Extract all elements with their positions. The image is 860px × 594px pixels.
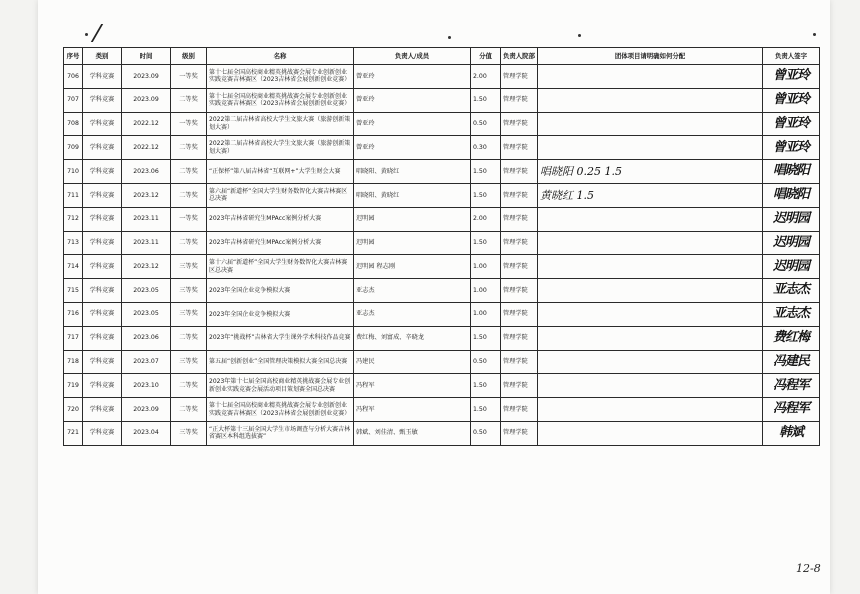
row-college: 管理学院 [501,65,538,89]
row-time: 2023.05 [122,279,171,303]
row-score: 1.50 [471,160,501,184]
row-time: 2022.12 [122,112,171,136]
scan-speck [85,33,88,36]
row-score: 0.50 [471,112,501,136]
row-college: 管理学院 [501,374,538,398]
row-time: 2023.09 [122,88,171,112]
header-level: 级别 [171,48,207,65]
row-college: 管理学院 [501,88,538,112]
row-signature: 迟明园 [763,231,820,255]
row-name: “正大杯第十三届全国大学生市场调查与分析大赛吉林省赛区本科组选拔赛” [207,421,354,445]
table-row [64,183,820,207]
row-college: 管理学院 [501,160,538,184]
row-no: 710 [64,160,83,184]
row-level: 三等奖 [171,279,207,303]
row-members: 迟明园 程志刚 [354,255,471,279]
row-signature: 唱晓阳 [763,183,820,207]
row-time: 2023.06 [122,326,171,350]
row-no: 716 [64,302,83,326]
table-row [64,350,820,374]
row-no: 707 [64,88,83,112]
row-category: 学科竞赛 [83,350,122,374]
table-row [64,374,820,398]
table-row [64,160,820,184]
row-distribution [538,398,763,422]
row-score: 0.50 [471,421,501,445]
row-members: 亚志杰 [354,302,471,326]
row-signature: 迟明园 [763,255,820,279]
row-level: 二等奖 [171,231,207,255]
row-college: 管理学院 [501,112,538,136]
row-name: 2022第二届吉林省高校大学生文旅大赛（旅游创新策划大赛） [207,112,354,136]
row-members: 迟明园 [354,207,471,231]
row-members: 冯程军 [354,398,471,422]
row-no: 714 [64,255,83,279]
table-header-row [64,48,820,65]
row-signature: 亚志杰 [763,302,820,326]
row-category: 学科竞赛 [83,302,122,326]
header-name: 名称 [207,48,354,65]
award-ledger-table [63,47,820,446]
row-name: “正保杯”第八届吉林省“互联网+”大学生财会大赛 [207,160,354,184]
row-distribution [538,302,763,326]
row-distribution [538,136,763,160]
row-members: 曾亚玲 [354,136,471,160]
row-score: 2.00 [471,65,501,89]
row-no: 706 [64,65,83,89]
row-score: 1.50 [471,326,501,350]
row-college: 管理学院 [501,398,538,422]
row-no: 721 [64,421,83,445]
row-signature: 亚志杰 [763,279,820,303]
header-category: 类别 [83,48,122,65]
fold-mark [91,24,117,42]
row-name: 第十七届全国高校商业精英挑战赛会展专业创新创业实践竞赛吉林赛区（2023吉林省会展创新创业竞赛） [207,88,354,112]
row-signature: 唱晓阳 [763,160,820,184]
row-no: 708 [64,112,83,136]
row-college: 管理学院 [501,136,538,160]
row-category: 学科竞赛 [83,255,122,279]
row-college: 管理学院 [501,421,538,445]
row-distribution [538,207,763,231]
scan-speck [813,33,816,36]
row-name: 2023年吉林省研究生MPAcc案例分析大赛 [207,207,354,231]
row-level: 二等奖 [171,374,207,398]
scan-speck [448,36,451,39]
row-level: 一等奖 [171,65,207,89]
header-college: 负责人院部 [501,48,538,65]
row-members: 迟明园 [354,231,471,255]
row-no: 712 [64,207,83,231]
row-level: 二等奖 [171,160,207,184]
row-distribution [538,231,763,255]
row-signature: 冯程军 [763,398,820,422]
header-distribution: 团体项目请明确如何分配 [538,48,763,65]
table-row [64,231,820,255]
table-row [64,88,820,112]
row-no: 717 [64,326,83,350]
row-college: 管理学院 [501,350,538,374]
table-row [64,207,820,231]
row-level: 二等奖 [171,183,207,207]
row-category: 学科竞赛 [83,231,122,255]
row-score: 2.00 [471,207,501,231]
row-level: 二等奖 [171,398,207,422]
row-time: 2022.12 [122,136,171,160]
row-no: 720 [64,398,83,422]
row-category: 学科竞赛 [83,88,122,112]
row-time: 2023.11 [122,231,171,255]
header-no: 序号 [64,48,83,65]
table-row [64,255,820,279]
row-members: 韩斌、刘佳清、甄玉敏 [354,421,471,445]
page-number: 12-8 [796,562,821,575]
row-category: 学科竞赛 [83,136,122,160]
row-category: 学科竞赛 [83,160,122,184]
row-members: 唱晓阳、黄晓红 [354,183,471,207]
row-members: 费红梅、刘富成、辛晓龙 [354,326,471,350]
row-score: 1.00 [471,302,501,326]
table-row [64,136,820,160]
row-score: 1.00 [471,279,501,303]
row-name: 2023年“挑战杯”吉林省大学生课外学术科技作品竞赛 [207,326,354,350]
table-row [64,326,820,350]
row-level: 三等奖 [171,255,207,279]
row-score: 1.50 [471,183,501,207]
row-time: 2023.06 [122,160,171,184]
row-members: 冯程军 [354,374,471,398]
table-row [64,421,820,445]
row-members: 唱晓阳、黄晓红 [354,160,471,184]
row-level: 三等奖 [171,302,207,326]
row-name: 2023年第十七届全国高校商业精英挑战赛会展专业创新创业实践竞赛会展活动项目策划赛全国总决赛 [207,374,354,398]
row-score: 1.50 [471,231,501,255]
row-distribution [538,374,763,398]
header-signature: 负责人签字 [763,48,820,65]
row-score: 0.50 [471,350,501,374]
row-members: 曾亚玲 [354,88,471,112]
row-time: 2023.04 [122,421,171,445]
row-level: 二等奖 [171,326,207,350]
row-college: 管理学院 [501,255,538,279]
row-time: 2023.12 [122,183,171,207]
row-signature: 曾亚玲 [763,88,820,112]
row-college: 管理学院 [501,183,538,207]
row-category: 学科竞赛 [83,326,122,350]
row-category: 学科竞赛 [83,183,122,207]
header-score: 分值 [471,48,501,65]
row-signature: 曾亚玲 [763,65,820,89]
row-college: 管理学院 [501,302,538,326]
row-distribution [538,326,763,350]
row-name: 2023年全国企业竞争模拟大赛 [207,302,354,326]
row-signature: 冯建民 [763,350,820,374]
row-distribution [538,421,763,445]
row-level: 二等奖 [171,88,207,112]
row-time: 2023.07 [122,350,171,374]
row-score: 1.50 [471,398,501,422]
row-name: 第十七届全国高校商业精英挑战赛会展专业创新创业实践竞赛吉林赛区（2023吉林省会展创新创业竞赛） [207,398,354,422]
row-time: 2023.11 [122,207,171,231]
row-time: 2023.10 [122,374,171,398]
row-name: 2023年全国企业竞争模拟大赛 [207,279,354,303]
row-distribution [538,88,763,112]
table-row [64,398,820,422]
row-members: 曾亚玲 [354,112,471,136]
row-name: 第十六届“新道杯”全国大学生财务数智化大赛吉林赛区总决赛 [207,255,354,279]
row-no: 718 [64,350,83,374]
header-time: 时间 [122,48,171,65]
row-signature: 费红梅 [763,326,820,350]
row-signature: 韩斌 [763,421,820,445]
row-category: 学科竞赛 [83,279,122,303]
row-category: 学科竞赛 [83,65,122,89]
row-college: 管理学院 [501,231,538,255]
scan-speck [578,34,581,37]
row-no: 711 [64,183,83,207]
row-signature: 迟明园 [763,207,820,231]
row-no: 709 [64,136,83,160]
table-row [64,302,820,326]
table-row [64,279,820,303]
row-distribution [538,112,763,136]
row-score: 0.30 [471,136,501,160]
row-time: 2023.09 [122,65,171,89]
row-members: 冯建民 [354,350,471,374]
row-college: 管理学院 [501,279,538,303]
row-level: 三等奖 [171,421,207,445]
row-time: 2023.12 [122,255,171,279]
row-level: 一等奖 [171,112,207,136]
row-distribution: 唱晓阳 0.25 1.5 [538,160,763,184]
row-distribution [538,65,763,89]
row-name: 第十七届全国高校商业精英挑战赛会展专业创新创业实践竞赛吉林赛区（2023吉林省会展创新创业竞赛） [207,65,354,89]
row-time: 2023.05 [122,302,171,326]
row-no: 719 [64,374,83,398]
row-signature: 冯程军 [763,374,820,398]
row-name: 第六届“新道杯”全国大学生财务数智化大赛吉林赛区总决赛 [207,183,354,207]
row-score: 1.00 [471,255,501,279]
row-level: 三等奖 [171,350,207,374]
table-row [64,112,820,136]
row-college: 管理学院 [501,207,538,231]
row-name: 2023年吉林省研究生MPAcc案例分析大赛 [207,231,354,255]
row-distribution: 黄晓红 1.5 [538,183,763,207]
row-signature: 曾亚玲 [763,136,820,160]
row-score: 1.50 [471,374,501,398]
row-distribution [538,279,763,303]
row-category: 学科竞赛 [83,421,122,445]
row-no: 713 [64,231,83,255]
row-members: 亚志杰 [354,279,471,303]
row-category: 学科竞赛 [83,112,122,136]
row-level: 二等奖 [171,136,207,160]
row-level: 一等奖 [171,207,207,231]
row-score: 1.50 [471,88,501,112]
row-no: 715 [64,279,83,303]
row-time: 2023.09 [122,398,171,422]
header-members: 负责人/成员 [354,48,471,65]
row-category: 学科竞赛 [83,207,122,231]
table-body [64,65,820,446]
row-distribution [538,350,763,374]
row-college: 管理学院 [501,326,538,350]
table-row [64,65,820,89]
row-name: 第五届“创新创业”全国管理决策模拟大赛全国总决赛 [207,350,354,374]
row-category: 学科竞赛 [83,374,122,398]
row-signature: 曾亚玲 [763,112,820,136]
row-distribution [538,255,763,279]
row-category: 学科竞赛 [83,398,122,422]
row-members: 曾亚玲 [354,65,471,89]
row-name: 2022第二届吉林省高校大学生文旅大赛（旅游创新策划大赛） [207,136,354,160]
